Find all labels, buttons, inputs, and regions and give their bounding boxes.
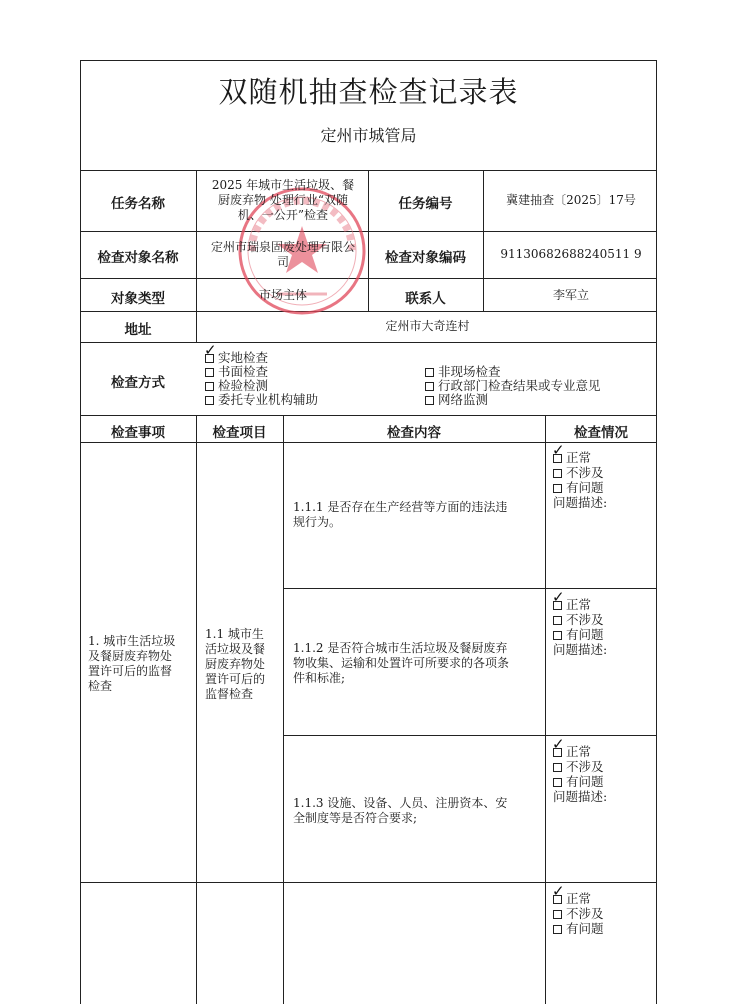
checkbox[interactable] <box>553 778 562 787</box>
content-3-line2: 全制度等是否符合要求; <box>293 811 418 825</box>
project-line2: 活垃圾及餐 <box>205 642 266 656</box>
status-na[interactable] <box>553 612 604 628</box>
content-2-line3: 件和标准; <box>293 671 346 685</box>
issuer: 定州市城管局 <box>320 126 417 145</box>
status-issue-label: 有问题 <box>566 480 604 495</box>
project-line5: 监督检查 <box>205 687 254 701</box>
check-mark-icon: ✓ <box>552 735 565 753</box>
target-name-line2: 司 <box>276 255 289 269</box>
divider <box>80 442 657 443</box>
checkbox[interactable] <box>205 382 214 391</box>
item-line4: 检查 <box>88 679 113 693</box>
method-offsite-label: 非现场检查 <box>438 364 501 379</box>
target-code-value: 91130682688240511 9 <box>500 247 642 261</box>
target-type-label: 对象类型 <box>111 291 165 307</box>
divider <box>283 735 657 736</box>
checkbox[interactable] <box>553 484 562 493</box>
method-entrusted[interactable] <box>205 392 318 407</box>
col-project-header: 检查项目 <box>212 425 267 441</box>
divider <box>545 415 546 1004</box>
project-line1: 1.1 城市生 <box>205 627 264 641</box>
content-2-line1: 1.1.2 是否符合城市生活垃圾及餐厨废弃 <box>293 641 508 655</box>
divider <box>196 415 197 1004</box>
item-line2: 及餐厨废弃物处 <box>88 649 173 663</box>
item-line1: 1. 城市生活垃圾 <box>88 634 176 648</box>
address-value: 定州市大奇连村 <box>385 319 470 333</box>
method-online-label: 网络监测 <box>438 392 489 407</box>
issue-description-label: 问题描述: <box>553 642 608 657</box>
contact-label: 联系人 <box>405 291 446 307</box>
method-written-label: 书面检查 <box>218 364 269 379</box>
status-normal-label: 正常 <box>566 744 592 759</box>
status-na[interactable] <box>553 759 604 775</box>
method-entrusted-label: 委托专业机构辅助 <box>218 392 319 407</box>
status-na-label: 不涉及 <box>566 906 604 921</box>
issue-description-label: 问题描述: <box>553 495 608 510</box>
status-issue[interactable] <box>553 480 604 496</box>
task-name-line3: 机、一公开”检查 <box>237 208 329 222</box>
status-issue-label: 有问题 <box>566 921 604 936</box>
task-no-value: 冀建抽查〔2025〕17号 <box>506 193 636 207</box>
content-1-line1: 1.1.1 是否存在生产经营等方面的违法违 <box>293 500 508 514</box>
divider <box>80 882 657 883</box>
status-normal-label: 正常 <box>566 891 592 906</box>
status-issue[interactable] <box>553 921 604 937</box>
check-mark-icon: ✓ <box>552 588 565 606</box>
method-testing-label: 检验检测 <box>218 378 269 393</box>
status-na[interactable] <box>553 465 604 481</box>
status-issue-label: 有问题 <box>566 774 604 789</box>
project-line4: 置许可后的 <box>205 672 266 686</box>
status-na[interactable] <box>553 906 604 922</box>
col-item-header: 检查事项 <box>111 425 165 441</box>
divider <box>196 170 197 342</box>
status-na-label: 不涉及 <box>566 612 604 627</box>
form-title: 双随机抽查检查记录表 <box>218 75 519 109</box>
status-issue[interactable] <box>553 627 604 643</box>
checkbox[interactable] <box>205 368 214 377</box>
col-status-header: 检查情况 <box>574 425 628 441</box>
divider <box>283 588 657 589</box>
target-name-label: 检查对象名称 <box>97 250 179 266</box>
status-na-label: 不涉及 <box>566 759 604 774</box>
task-name-line2: 厨废弃物 处理行业“双随 <box>218 193 348 207</box>
task-name-label: 任务名称 <box>111 196 165 212</box>
checkbox[interactable] <box>425 396 434 405</box>
check-mark-icon: ✓ <box>552 882 565 900</box>
method-admin[interactable] <box>425 378 601 393</box>
status-normal-label: 正常 <box>566 597 592 612</box>
check-mark-icon: ✓ <box>552 441 565 459</box>
address-label: 地址 <box>124 322 152 338</box>
checkbox[interactable] <box>553 631 562 640</box>
target-code-label: 检查对象编码 <box>385 250 466 266</box>
issue-description-label: 问题描述: <box>553 789 608 804</box>
method-admin-label: 行政部门检查结果或专业意见 <box>438 378 601 393</box>
checkbox[interactable] <box>553 925 562 934</box>
project-line3: 厨废弃物处 <box>205 657 266 671</box>
method-label: 检查方式 <box>111 375 165 391</box>
content-2-line2: 物收集、运输和处置许可所要求的各项条 <box>293 656 510 670</box>
method-written[interactable] <box>205 364 268 379</box>
checkbox[interactable] <box>553 469 562 478</box>
method-testing[interactable] <box>205 378 268 393</box>
check-mark-icon: ✓ <box>204 341 217 359</box>
content-3-line1: 1.1.3 设施、设备、人员、注册资本、安 <box>293 796 508 810</box>
divider <box>483 170 484 311</box>
col-content-header: 检查内容 <box>387 425 441 441</box>
task-name-line1: 2025 年城市生活垃圾、餐 <box>211 178 355 192</box>
checkbox[interactable] <box>425 382 434 391</box>
content-1-line2: 规行为。 <box>293 515 342 529</box>
status-normal-label: 正常 <box>566 450 592 465</box>
item-line3: 置许可后的监督 <box>88 664 173 678</box>
checkbox[interactable] <box>553 763 562 772</box>
method-onsite-label: 实地检查 <box>218 350 269 365</box>
checkbox[interactable] <box>205 396 214 405</box>
status-issue[interactable] <box>553 774 604 790</box>
divider <box>80 415 657 416</box>
contact-value: 李军立 <box>552 288 589 302</box>
checkbox[interactable] <box>553 616 562 625</box>
checkbox[interactable] <box>553 910 562 919</box>
status-issue-label: 有问题 <box>566 627 604 642</box>
target-type-value: 市场主体 <box>258 288 307 302</box>
method-offsite[interactable] <box>425 364 501 379</box>
target-name-line1: 定州市瑞泉固废处理有限公 <box>210 240 355 254</box>
checkbox[interactable] <box>425 368 434 377</box>
method-online[interactable] <box>425 392 488 407</box>
status-na-label: 不涉及 <box>566 465 604 480</box>
divider <box>80 342 657 343</box>
task-no-label: 任务编号 <box>398 196 453 212</box>
divider <box>283 415 284 1004</box>
